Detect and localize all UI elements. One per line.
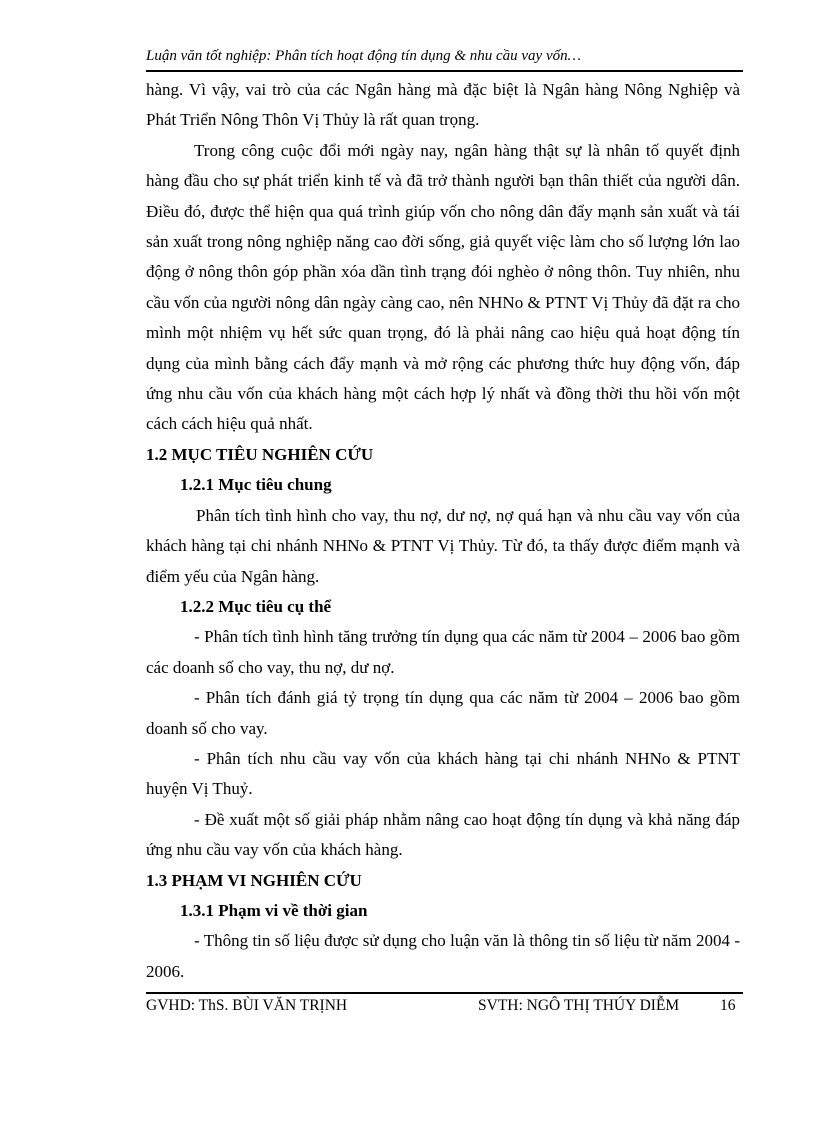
objective-item-4: - Đề xuất một số giải pháp nhằm nâng cao hoạt động tín dụng và khả năng đáp ứng nhu cầu vay vốn của khách hàng.: [146, 809, 740, 860]
page-content: [146, 75, 740, 987]
footer-student: SVTH: NGÔ THỊ THÚY DIỄM: [478, 997, 680, 1014]
section-heading-1-3: 1.3 PHẠM VI NGHIÊN CỨU: [146, 870, 362, 890]
subsection-heading-1-3-1: 1.3.1 Phạm vi về thời gian: [180, 900, 368, 920]
objective-item-3: - Phân tích nhu cầu vay vốn của khách hàng tại chi nhánh NHNo & PTNT huyện Vị Thuỷ.: [146, 748, 740, 799]
paragraph-general-objective: Phân tích tình hình cho vay, thu nợ, dư nợ, nợ quá hạn và nhu cầu vay vốn của khách hàng tại chi nhánh NHNo & PTNT Vị Thủy. Từ đó, ta thấy được điểm mạnh và điểm yếu của Ngân hàng.: [146, 505, 740, 586]
objective-item-2: - Phân tích đánh giá tỷ trọng tín dụng qua các năm từ 2004 – 2006 bao gồm doanh số cho vay.: [146, 688, 740, 738]
subsection-heading-1-2-2: 1.2.2 Mục tiêu cụ thể: [180, 596, 332, 616]
scope-time-item: - Thông tin số liệu được sử dụng cho luận văn là thông tin số liệu từ năm 2004 - 2006.: [146, 931, 740, 981]
objective-item-1: - Phân tích tình hình tăng trưởng tín dụng qua các năm từ 2004 – 2006 bao gồm các doanh số cho vay, thu nợ, dư nợ.: [146, 627, 740, 677]
header-rule: [146, 70, 743, 72]
paragraph-continuation: hàng. Vì vậy, vai trò của các Ngân hàng mà đặc biệt là Ngân hàng Nông Nghiệp và Phát Triển Nông Thôn Vị Thủy là rất quan trọng.: [146, 80, 740, 130]
footer-advisor: GVHD: ThS. BÙI VĂN TRỊNH: [146, 997, 348, 1014]
running-header: Luận văn tốt nghiệp: Phân tích hoạt động tín dụng & nhu cầu vay vốn…: [146, 48, 581, 64]
subsection-heading-1-2-1: 1.2.1 Mục tiêu chung: [180, 475, 332, 495]
page-number: 16: [720, 997, 736, 1014]
footer-rule: [146, 992, 743, 994]
section-heading-1-2: 1.2 MỤC TIÊU NGHIÊN CỨU: [146, 444, 374, 464]
paragraph-bank-role: Trong công cuộc đổi mới ngày nay, ngân hàng thật sự là nhân tố quyết định hàng đầu cho sự phát triển kinh tế và đã trở thành người bạn thân thiết của người dân. Điều đó, được thể hiện qua quá trình giúp vốn cho nông dân đẩy mạnh sản xuất và tái sản xuất trong nông nghiệp năng cao đời sống, giả quyết việc làm cho số lượng lớn lao động ở nông thôn góp phần xóa dần tình trạng đói nghèo ở nông thôn. Tuy nhiên, nhu cầu vốn của người nông dân ngày càng cao, nên NHNo & PTNT Vị Thủy đã đặt ra cho mình một nhiệm vụ hết sức quan trọng, đó là phải nâng cao hiệu quả hoạt động tín dụng của mình bằng cách đẩy mạnh và mở rộng các phương thức huy động vốn, đáp ứng nhu cầu vốn của khách hàng một cách hợp lý nhất và đồng thời thu hồi vốn một cách cách hiệu quả nhất.: [146, 140, 740, 434]
